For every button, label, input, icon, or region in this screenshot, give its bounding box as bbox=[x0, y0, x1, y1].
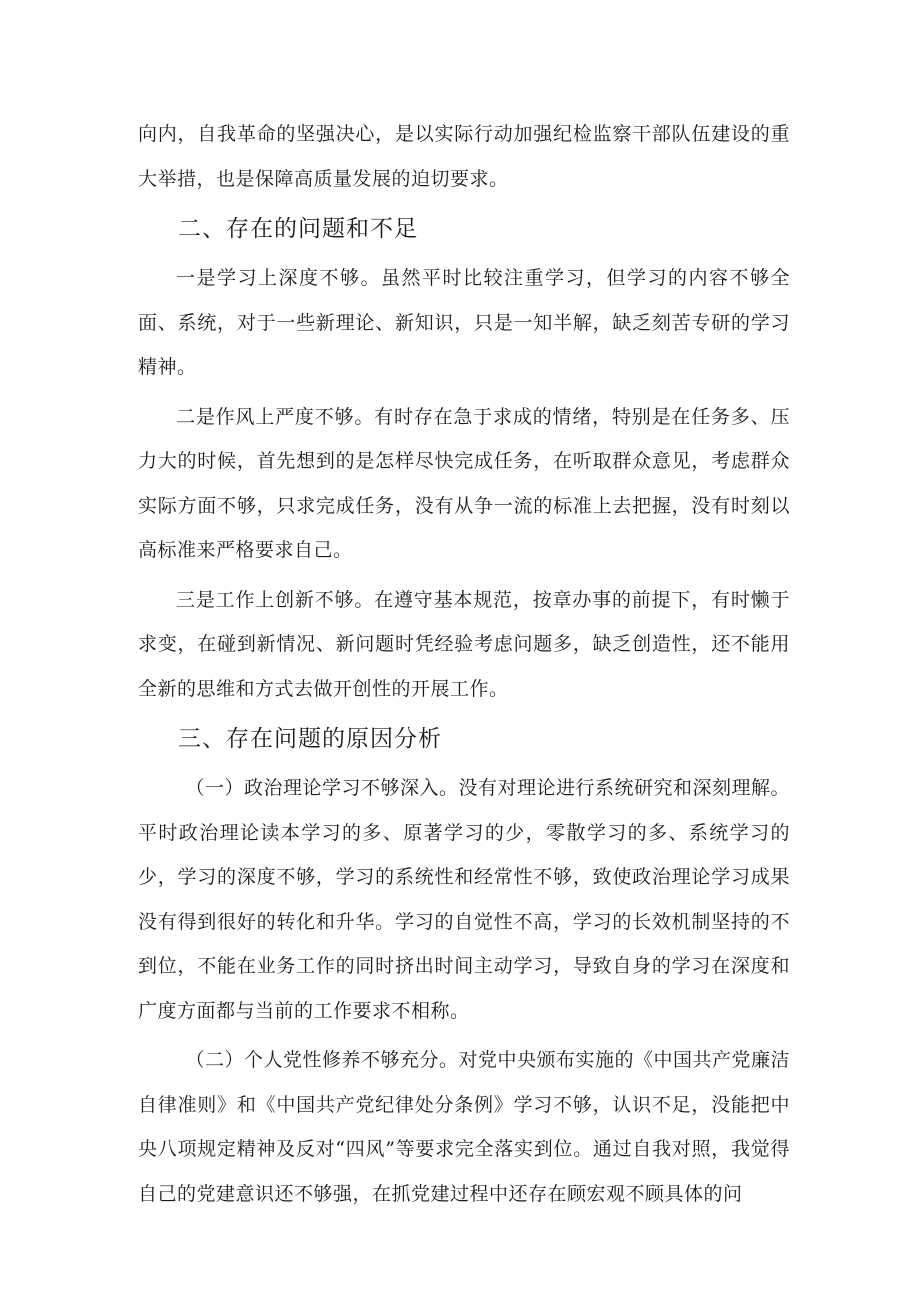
section-heading-causes: 三、存在问题的原因分析 bbox=[178, 726, 442, 752]
paragraph-continuation: 向内，自我革命的坚强决心，是以实际行动加强纪检监察干部队伍建设的重大举措，也是保障高质量发展的迫切要求。 bbox=[138, 123, 790, 190]
paragraph-political-theory: （一）政治理论学习不够深入。没有对理论进行系统研究和深刻理解。平时政治理论读本学习的多、原著学习的少，零散学习的多、系统学习的少，学习的深度不够，学习的系统性和经常性不够，致使政治理论学习成果没有得到很好的转化和升华。学习的自觉性不高，学习的长效机制坚持的不到位，不能在业务工作的同时挤出时间主动学习，导致自身的学习在深度和广度方面都与当前的工作要求不相称。 bbox=[138, 777, 791, 1022]
paragraph-work-style: 二是作风上严度不够。有时存在急于求成的情绪，特别是在任务多、压力大的时候，首先想到的是怎样尽快完成任务，在听取群众意见，考虑群众实际方面不够，只求完成任务，没有从争一流的标准上去把握，没有时刻以高标准来严格要求自己。 bbox=[138, 405, 790, 561]
paragraph-party-spirit: （二）个人党性修养不够充分。对党中央颁布实施的《中国共产党廉洁自律准则》和《中国共产党纪律处分条例》学习不够，认识不足，没能把中央八项规定精神及反对“四风”等要求完全落实到位。通过自我对照，我觉得自己的党建意识还不够强，在抓党建过程中还存在顾宏观不顾具体的问 bbox=[138, 1049, 791, 1205]
section-heading-problems: 二、存在的问题和不足 bbox=[178, 216, 418, 242]
paragraph-study-depth: 一是学习上深度不够。虽然平时比较注重学习，但学习的内容不够全面、系统，对于一些新理论、新知识，只是一知半解，缺乏刻苦专研的学习精神。 bbox=[138, 267, 790, 378]
paragraph-innovation: 三是工作上创新不够。在遵守基本规范，按章办事的前提下，有时懒于求变，在碰到新情况、新问题时凭经验考虑问题多，缺乏创造性，还不能用全新的思维和方式去做开创性的开展工作。 bbox=[138, 588, 790, 700]
document-page bbox=[138, 112, 790, 1221]
